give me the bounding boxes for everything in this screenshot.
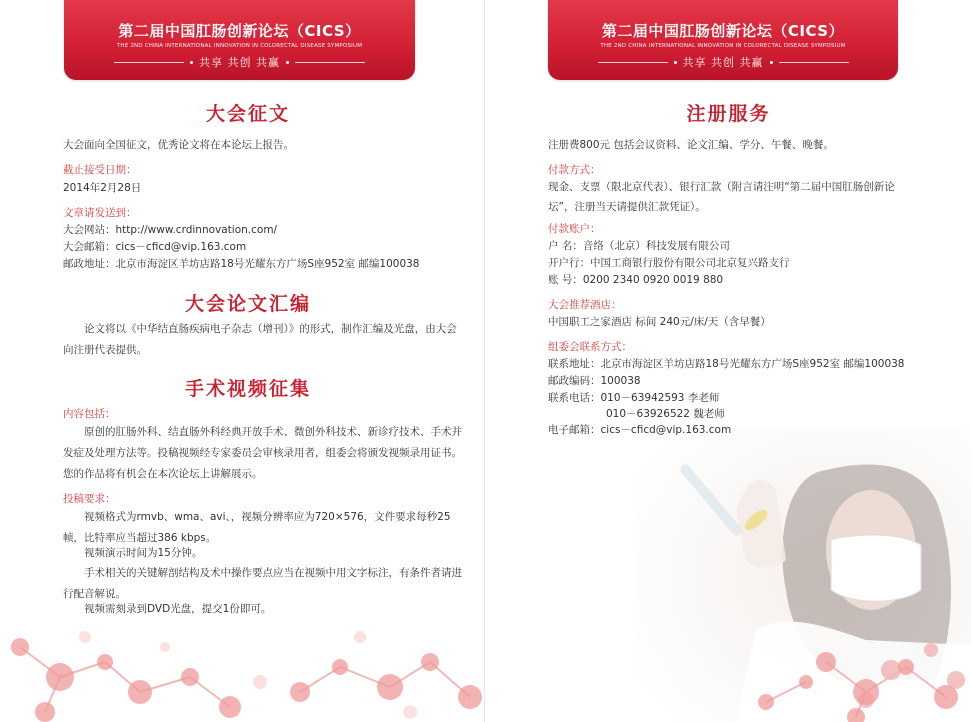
banner-title: 第二届中国肛肠创新论坛（CICS） <box>118 22 361 40</box>
divider <box>295 62 365 63</box>
requirement-dvd: 视频需刻录到DVD光盘，提交1份即可。 <box>84 603 272 615</box>
content-label: 内容包括： <box>63 408 116 420</box>
left-page <box>0 0 485 722</box>
contact-phone-2: 010－63926522 魏老师 <box>606 408 725 420</box>
dot-icon <box>674 61 677 64</box>
contact-label: 组委会联系方式： <box>548 341 632 353</box>
call-papers-intro: 大会面向全国征文，优秀论文将在本论坛上报告。 <box>63 139 294 151</box>
deadline-value: 2014年2月28日 <box>63 182 142 194</box>
dot-icon <box>286 61 289 64</box>
compilation-body: 论文将以《中华结直肠疾病电子杂志（增刊）》的形式，制作汇编及光盘，由大会向注册代表提供。 <box>63 323 457 356</box>
deadline-label: 截止接受日期： <box>63 164 137 176</box>
banner-slogan: 共享 共创 共赢 <box>682 56 764 69</box>
hotel-label: 大会推荐酒店： <box>548 299 622 311</box>
account-bank: 开户行：中国工商银行股份有限公司北京复兴路支行 <box>548 257 790 269</box>
registration-fee: 注册费800元 包括会议资料、论文汇编、学分、午餐、晚餐。 <box>548 139 834 151</box>
banner-slogan-row <box>548 54 898 70</box>
account-name: 户 名：音络（北京）科技发展有限公司 <box>548 240 730 252</box>
section-title-registration: 注册服务 <box>686 103 771 125</box>
banner-slogan-row <box>64 54 415 70</box>
header-banner <box>548 0 898 80</box>
hotel-info: 中国职工之家酒店 标间 240元/床/天（含早餐） <box>548 316 771 328</box>
section-title-call-papers: 大会征文 <box>205 103 290 125</box>
header-banner <box>64 0 415 80</box>
divider <box>114 62 184 63</box>
content-body: 原创的肛肠外科、结直肠外科经典开放手术、微创外科技术、新诊疗技术、手术并发症及处理方法等。投稿视频经专家委员会审核录用者，组委会将颁发视频录用证书。您的作品将有机会在本次论坛上讲解展示。 <box>63 426 462 480</box>
email-line: 大会邮箱：cics－cficd@vip.163.com <box>63 241 247 253</box>
send-label: 文章请发送到： <box>63 207 137 219</box>
address-line: 邮政地址：北京市海淀区羊坊店路18号光耀东方广场S座952室 邮编100038 <box>63 258 420 270</box>
banner-slogan: 共享 共创 共赢 <box>199 56 280 69</box>
website-line: 大会网站：http://www.crdinnovation.com/ <box>63 224 278 236</box>
molecule-decoration <box>0 607 485 722</box>
contact-address: 联系地址：北京市海淀区羊坊店路18号光耀东方广场S座952室 邮编100038 <box>548 358 905 370</box>
dot-icon <box>770 61 773 64</box>
banner-subtitle: THE 2ND CHINA INTERNATIONAL INNOVATION IN COLORECTAL DISEASE SYMPOSIUM <box>600 43 846 49</box>
banner-title: 第二届中国肛肠创新论坛（CICS） <box>601 22 845 40</box>
account-number: 账 号：0200 2340 0920 0019 880 <box>548 274 724 286</box>
section-title-compilation: 大会论文汇编 <box>184 293 311 315</box>
contact-email: 电子邮箱：cics－cficd@vip.163.com <box>548 424 732 436</box>
molecule-decoration <box>486 602 971 722</box>
requirements-label: 投稿要求： <box>63 493 116 505</box>
contact-phone-1: 联系电话：010－63942593 李老师 <box>548 392 720 404</box>
section-title-video: 手术视频征集 <box>184 378 311 400</box>
account-label: 付款账户： <box>548 223 601 235</box>
requirement-duration: 视频演示时间为15分钟。 <box>84 547 203 559</box>
right-page <box>486 0 971 722</box>
payment-label: 付款方式： <box>548 164 601 176</box>
payment-body: 现金、支票（限北京代表）、银行汇款（附言请注明“第二届中国肛肠创新论坛”，注册当天请提供汇款凭证）。 <box>548 181 895 213</box>
dot-icon <box>190 61 193 64</box>
divider <box>598 62 668 63</box>
divider <box>779 62 849 63</box>
requirement-format: 视频格式为rmvb、wma、avi、，视频分辨率应为720×576，文件要求每秒25帧，比特率应当超过386 kbps。 <box>63 511 451 544</box>
banner-subtitle: THE 2ND CHINA INTERNATIONAL INNOVATION IN COLORECTAL DISEASE SYMPOSIUM <box>116 43 363 49</box>
requirement-annotation: 手术相关的关键解剖结构及术中操作要点应当在视频中用文字标注，有条件者请进行配音解说。 <box>63 567 462 600</box>
contact-zip: 邮政编码：100038 <box>548 375 641 387</box>
